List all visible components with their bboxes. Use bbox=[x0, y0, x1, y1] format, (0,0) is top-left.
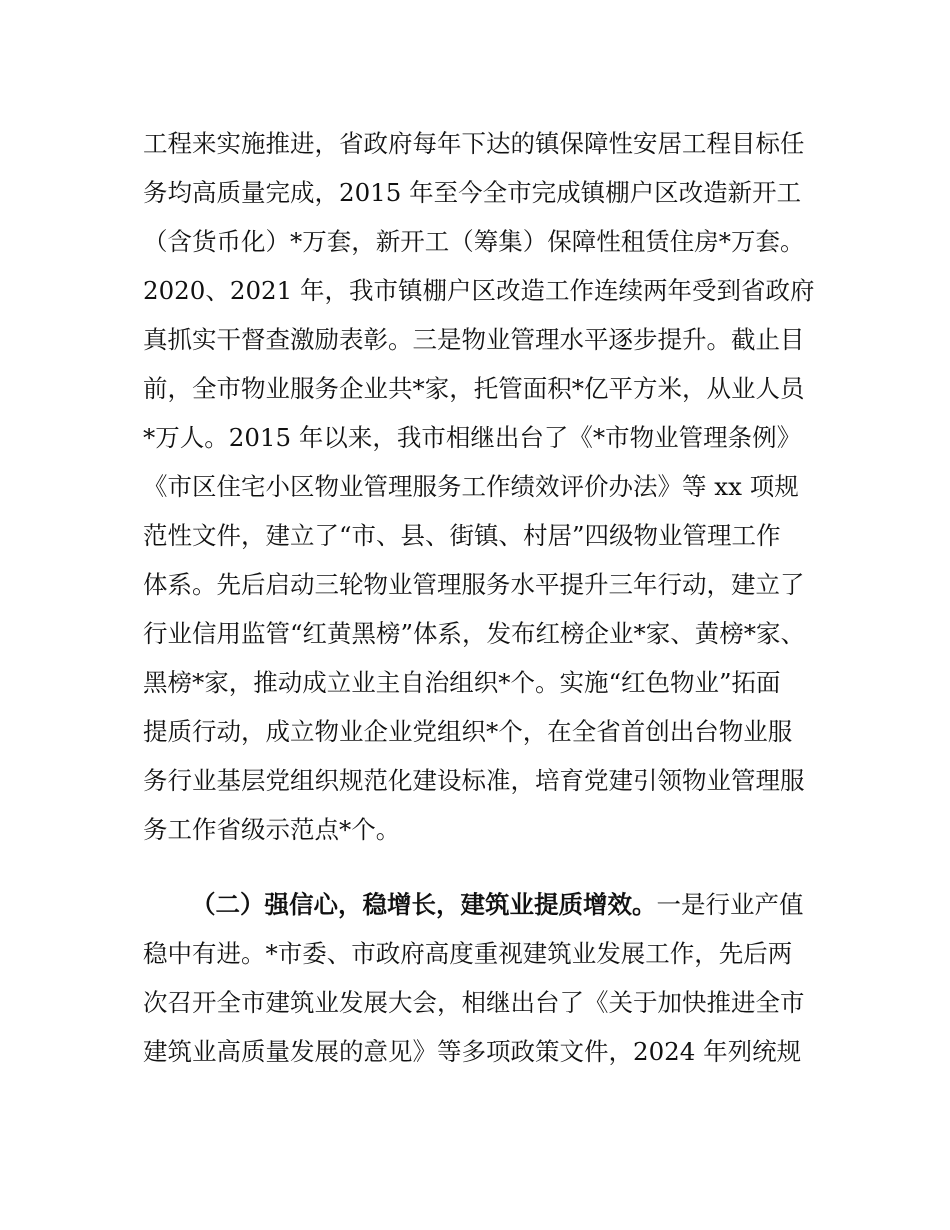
text-line: 务工作省级示范点*个。 bbox=[143, 815, 401, 844]
text-line: 行业信用监管“红黄黑榜”体系，发布红榜企业*家、黄榜*家、 bbox=[143, 619, 806, 648]
section-heading: （二）强信心，稳增长，建筑业提质增效。 bbox=[191, 890, 657, 919]
text-line: 前，全市物业服务企业共*家，托管面积*亿平方米，从业人员 bbox=[143, 374, 805, 403]
text-line: 务行业基层党组织规范化建设标准，培育党建引领物业管理服 bbox=[143, 766, 805, 795]
text-line: 建筑业高质量发展的意见》等多项政策文件，2024 年列统规 bbox=[143, 1037, 802, 1066]
text-line: 黑榜*家，推动成立业主自治组织*个。实施“红色物业”拓面 bbox=[143, 668, 781, 697]
heading-line-rest: 一是行业产值 bbox=[656, 890, 804, 919]
text-line: 次召开全市建筑业发展大会，相继出台了《关于加快推进全市 bbox=[143, 988, 805, 1017]
text-line: 《市区住宅小区物业管理服务工作绩效评价办法》等 xx 项规 bbox=[143, 472, 799, 501]
text-line: *万人。2015 年以来，我市相继出台了《*市物业管理条例》 bbox=[143, 423, 802, 452]
text-line: 提质行动，成立物业企业党组织*个，在全省首创出台物业服 bbox=[143, 717, 793, 746]
text-line: 务均高质量完成，2015 年至今全市完成镇棚户区改造新开工 bbox=[143, 178, 802, 207]
text-line: （含货币化）*万套，新开工（筹集）保障性租赁住房*万套。 bbox=[143, 227, 805, 256]
text-line: 2020、2021 年，我市镇棚户区改造工作连续两年受到省政府 bbox=[143, 276, 815, 305]
text-line: 稳中有进。*市委、市政府高度重视建筑业发展工作，先后两 bbox=[143, 939, 793, 968]
text-line: 体系。先后启动三轮物业管理服务水平提升三年行动，建立了 bbox=[143, 570, 805, 599]
text-line: 真抓实干督查激励表彰。三是物业管理水平逐步提升。截止目 bbox=[143, 325, 805, 354]
section-heading-line bbox=[191, 890, 804, 920]
text-line: 范性文件，建立了“市、县、街镇、村居”四级物业管理工作 bbox=[143, 521, 781, 550]
text-line: 工程来实施推进，省政府每年下达的镇保障性安居工程目标任 bbox=[143, 129, 805, 158]
